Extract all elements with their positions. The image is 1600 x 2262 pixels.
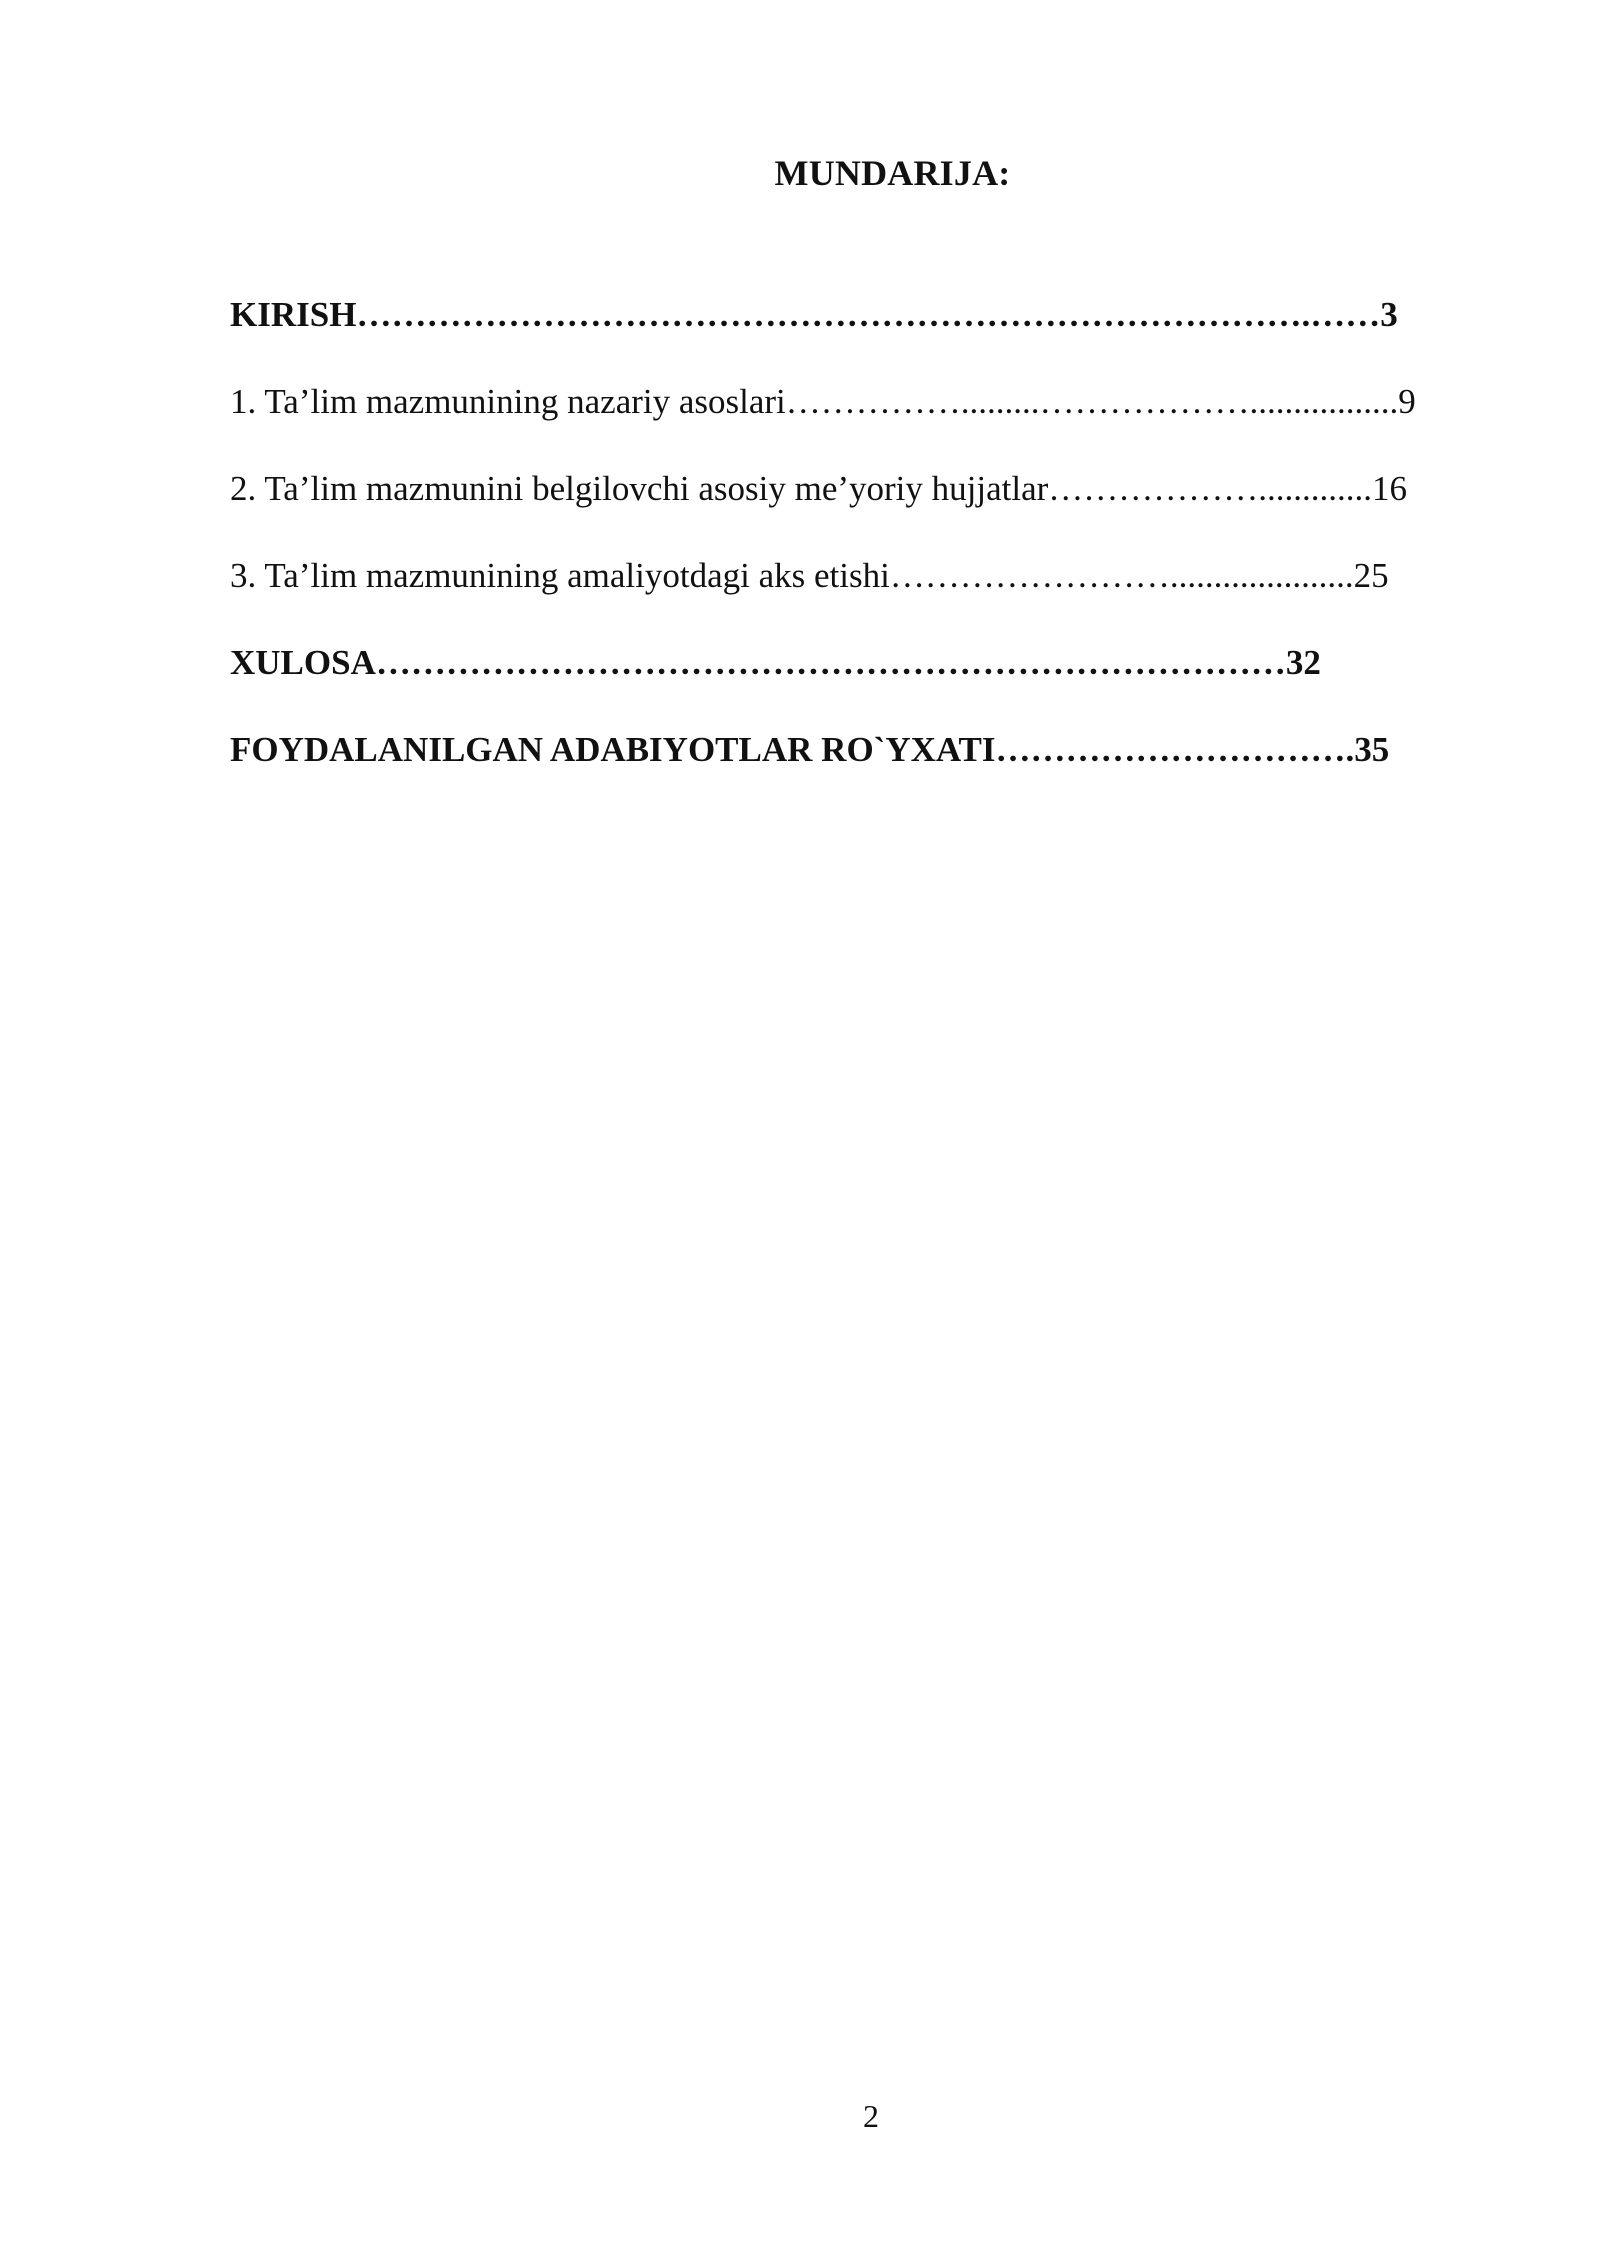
toc-page-number: 16 [1372,469,1408,508]
toc-leader-dots: …………….........………………................. [785,382,1399,421]
toc-page-number: 32 [1285,643,1321,682]
toc-leader-dots: …………………………………………………………………… [375,643,1286,682]
toc-entry-title: 1. Ta’lim mazmunining nazariy asoslari [230,382,786,421]
toc-leader-dots: ……………………………………………………………………….…… [356,295,1381,334]
toc-entry-2[interactable] [230,456,1502,543]
table-of-contents [230,282,1502,804]
toc-page-number: 35 [1354,730,1390,769]
toc-entry-3[interactable] [230,543,1502,630]
toc-leader-dots: ……………………..................... [889,556,1354,595]
toc-page-number: 9 [1398,382,1416,421]
toc-leader-dots: ………………............. [1048,469,1373,508]
toc-entry-title: 3. Ta’lim mazmunining amaliyotdagi aks etishi [230,556,890,595]
page-title-text: MUNDARIJA: [774,153,1011,193]
toc-entry-title: XULOSA [230,643,376,682]
toc-entry-xulosa[interactable] [230,630,1494,717]
toc-entry-kirish[interactable] [230,282,1502,369]
toc-entry-title: 2. Ta’lim mazmunini belgilovchi asosiy me’yoriy hujjatlar [230,469,1049,508]
page-number-footer [0,2098,1600,2135]
toc-leader-dots: …………………………. [995,730,1355,769]
toc-page-number: 3 [1380,295,1398,334]
page-number: 2 [863,2098,879,2134]
toc-entry-title: KIRISH [230,295,357,334]
toc-entry-bibliography[interactable] [230,717,1494,804]
toc-entry-1[interactable] [230,369,1502,456]
toc-entry-title: FOYDALANILGAN ADABIYOTLAR RO`YXATI [230,730,996,769]
page-title [0,152,1600,194]
toc-page-number: 25 [1353,556,1389,595]
